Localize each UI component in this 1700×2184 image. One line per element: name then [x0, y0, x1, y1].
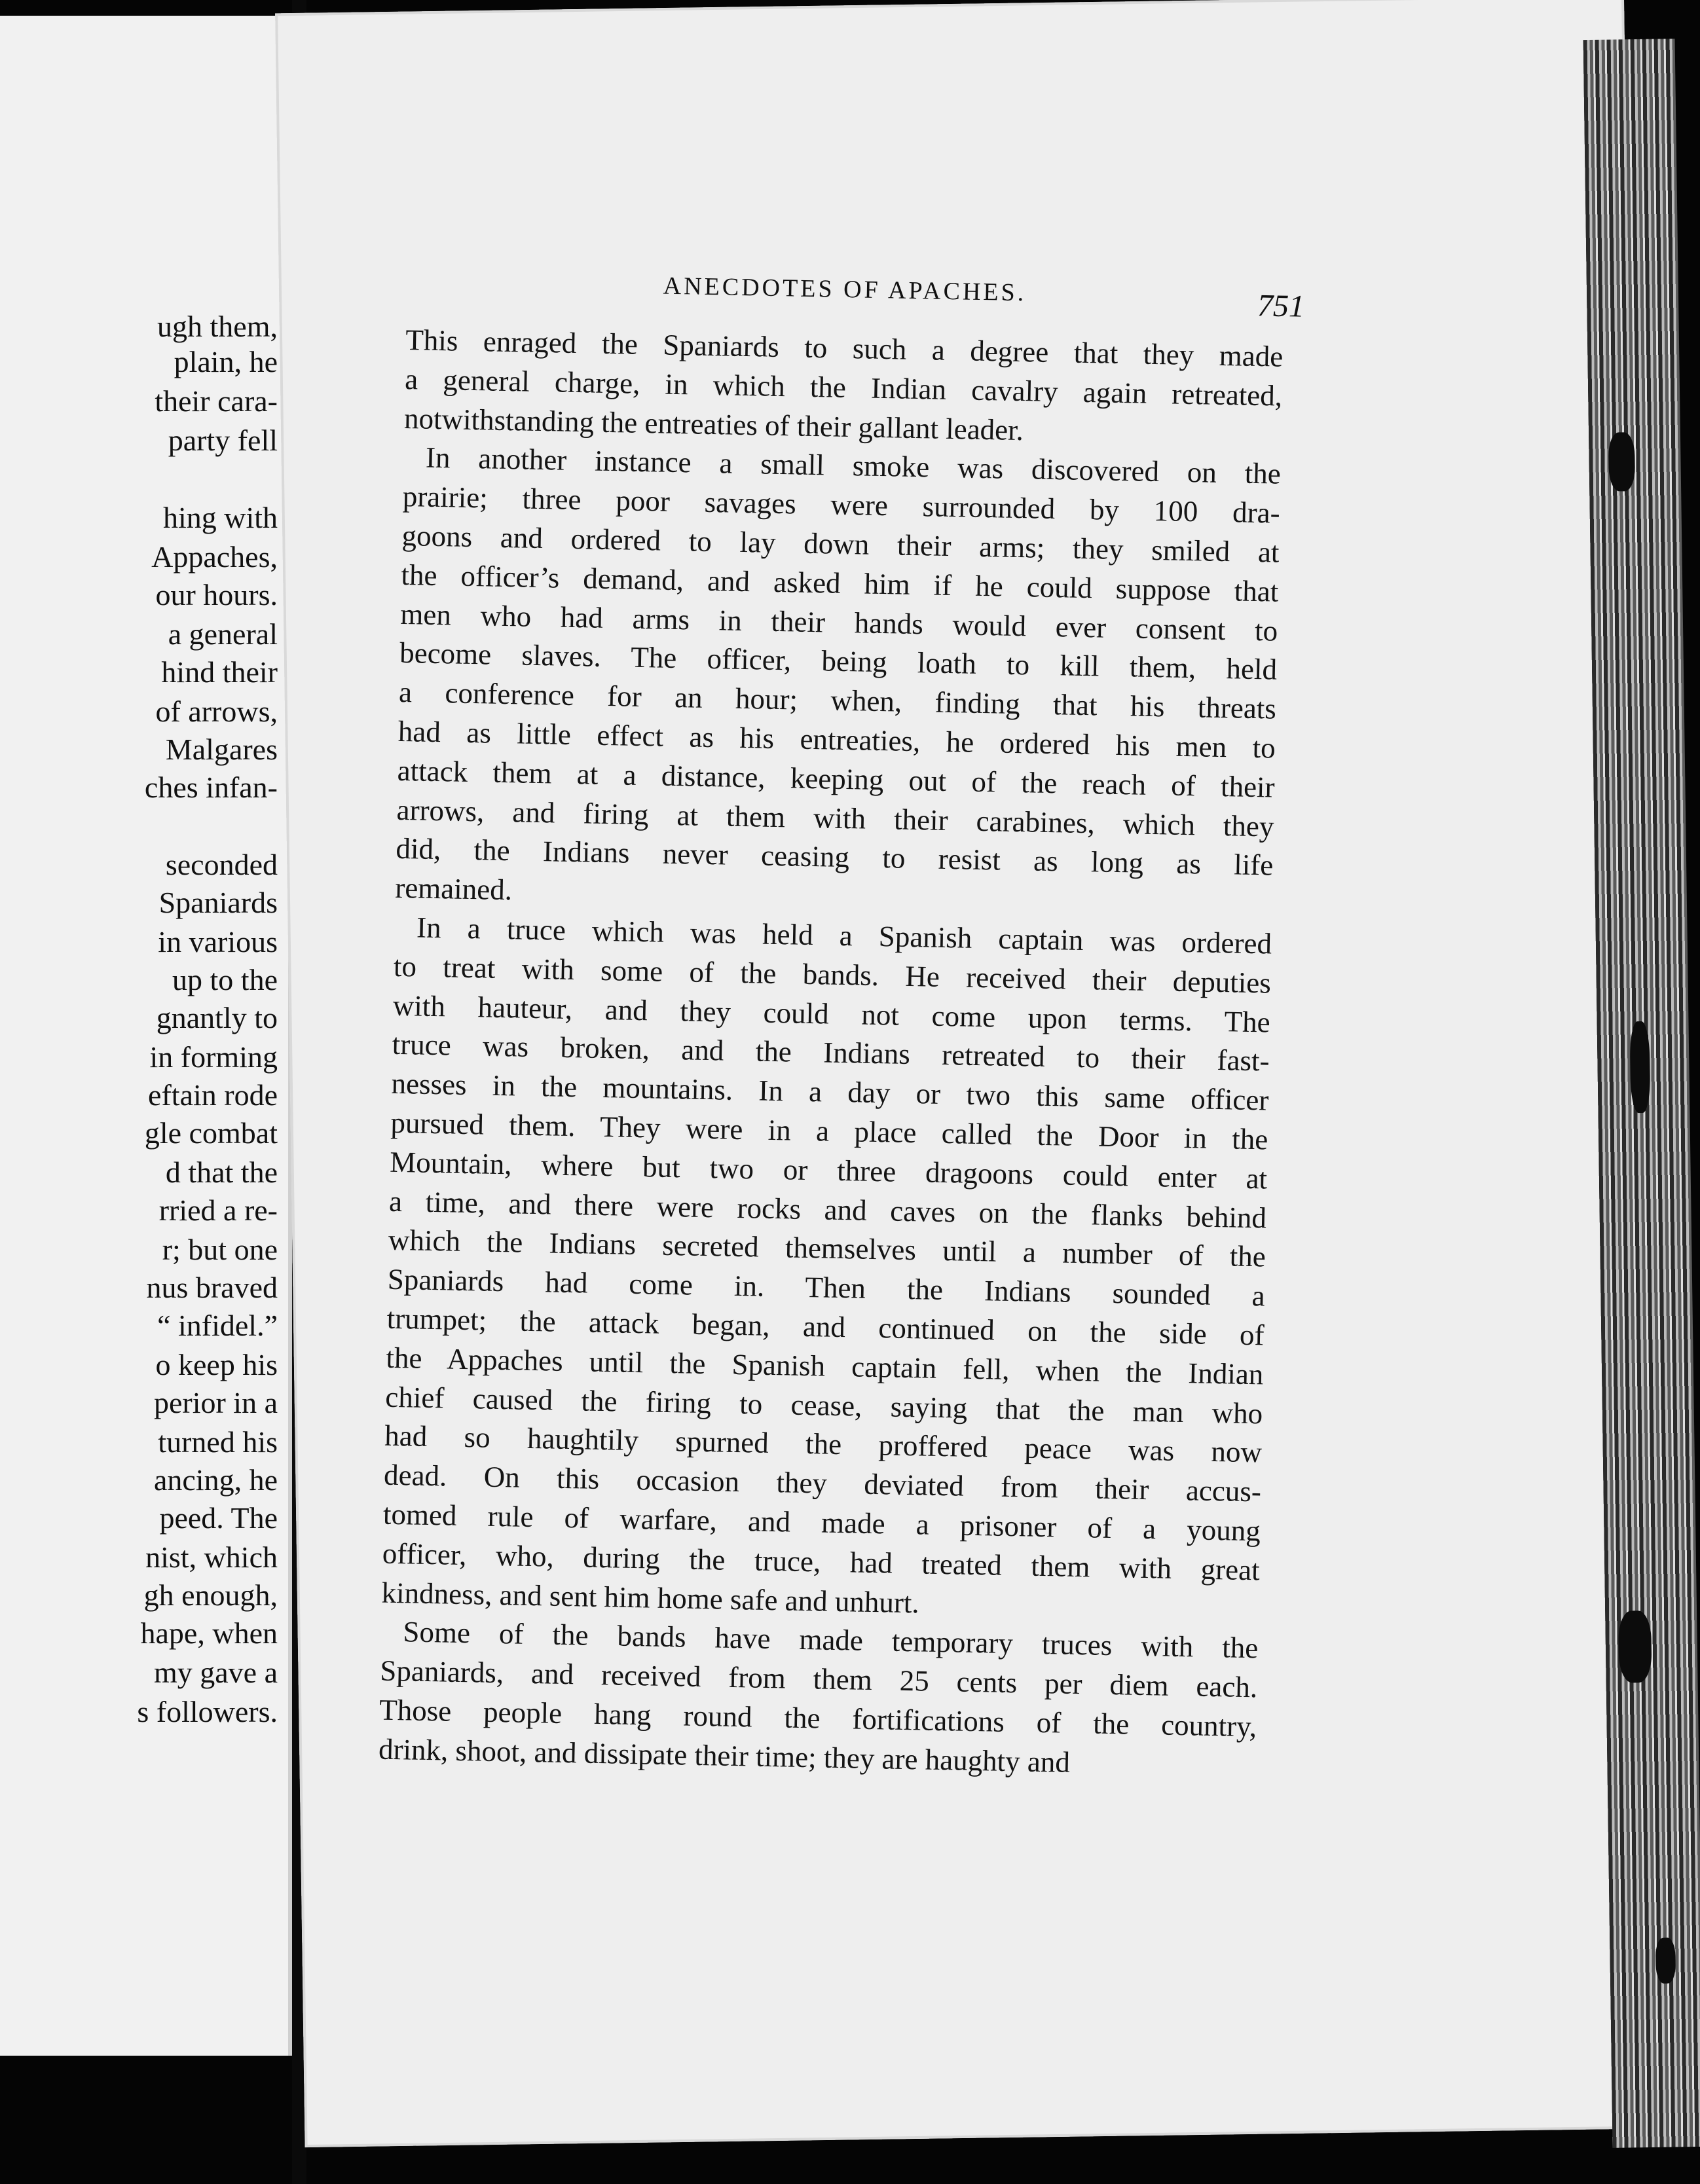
edge-stain	[1618, 1611, 1652, 1683]
left-page-line: seconded	[165, 848, 278, 881]
body-text-line: Spaniards, and received from them 25 cents per diem each.	[379, 1654, 1258, 1704]
body-text-line: notwithstanding the entreaties of their gallant leader.	[403, 401, 1024, 446]
body-text-line: the Appaches until the Spanish captain fell, when the Indian	[386, 1341, 1264, 1391]
left-page-line: of arrows,	[155, 695, 278, 728]
left-page-line: Appaches,	[151, 540, 278, 573]
left-page-line: turned his	[158, 1425, 278, 1459]
left-page-line: in forming	[149, 1040, 278, 1074]
body-text-line: trumpet; the attack began, and continued on the side of	[386, 1301, 1265, 1352]
body-text-line: men who had arms in their hands would ever consent to	[399, 597, 1278, 647]
body-text-line: truce was broken, and the Indians retreated to their fast-	[392, 1028, 1270, 1078]
body-text	[379, 321, 1284, 1786]
edge-stain	[1629, 1021, 1650, 1113]
body-text-line: officer, who, during the truce, had treated them with great	[382, 1537, 1261, 1587]
body-text-line: Some of the bands have made temporary truces with the	[403, 1615, 1259, 1665]
left-page-line: rried a re-	[158, 1193, 278, 1227]
body-text-line: pursued them. They were in a place called the Door in the	[390, 1106, 1268, 1156]
body-text-line: Spaniards had come in. Then the Indians sounded a	[387, 1262, 1266, 1313]
left-page-line: gnantly to	[156, 1001, 278, 1034]
left-page-line: eftain rode	[148, 1078, 278, 1112]
body-text-line: drink, shoot, and dissipate their time; they are haughty and	[378, 1732, 1071, 1779]
left-page-line: ugh them,	[157, 310, 278, 343]
body-text-line: prairie; three poor savages were surrounded by 100 dra-	[402, 480, 1281, 530]
body-text-line: Those people hang round the fortifications of the country,	[379, 1693, 1257, 1743]
left-page-line: Spaniards	[158, 886, 278, 919]
left-page-line: r; but one	[162, 1233, 278, 1266]
body-text-line: remained.	[394, 871, 513, 907]
body-text-line: In another instance a small smoke was discovered on the	[425, 441, 1282, 491]
left-page-line: nist, which	[145, 1540, 278, 1574]
left-page-line: hing with	[162, 501, 278, 534]
left-page-line: hind their	[161, 655, 278, 689]
body-text-line: did, the Indians never ceasing to resist as long as life	[396, 832, 1274, 882]
body-text-line: a time, and there were rocks and caves on the flanks behind	[388, 1184, 1267, 1235]
edge-stain	[1655, 1937, 1676, 1983]
left-page-line: in various	[158, 925, 278, 958]
left-page-line: gle combat	[144, 1116, 278, 1150]
edge-stain	[1608, 432, 1635, 492]
body-text-line: Mountain, where but two or three dragoons could enter at	[389, 1145, 1268, 1195]
body-text-line: tomed rule of warfare, and made a prisoner of a young	[382, 1497, 1261, 1548]
left-page-line: a general	[168, 617, 278, 651]
left-page-line: our hours.	[155, 578, 278, 611]
left-page-line: gh enough,	[143, 1578, 278, 1612]
left-page-line: o keep his	[155, 1348, 278, 1381]
left-facing-page	[0, 16, 292, 2056]
left-page-line: plain, he	[174, 345, 278, 378]
left-page-line: ches infan-	[144, 771, 278, 804]
body-text-line: attack them at a distance, keeping out of the reach of their	[397, 754, 1276, 804]
left-page-line: perior in a	[153, 1386, 278, 1419]
left-page-line: their cara-	[155, 384, 278, 418]
body-text-line: which the Indians secreted themselves until a number of the	[388, 1224, 1266, 1273]
left-page-line: Malgares	[165, 733, 278, 766]
body-text-line: a general charge, in which the Indian cavalry again retreated,	[404, 362, 1283, 412]
body-text-line: kindness, and sent him home safe and unhurt.	[381, 1576, 920, 1619]
body-text-line: arrows, and firing at them with their carabines, which they	[396, 793, 1274, 843]
left-page-line: peed. The	[159, 1501, 278, 1535]
left-page-line: ancing, he	[153, 1463, 278, 1497]
body-text-line: This enraged the Spaniards to such a degree that they made	[405, 323, 1284, 373]
body-text-line: had as little effect as his entreaties, he ordered his men to	[397, 714, 1276, 765]
left-page-line: s followers.	[137, 1695, 278, 1728]
left-page-line: “ infidel.”	[157, 1309, 278, 1342]
left-page-line: nus braved	[146, 1271, 278, 1304]
body-text-line: had so haughtily spurned the proffered peace was now	[384, 1419, 1263, 1469]
body-text-line: In a truce which was held a Spanish captain was ordered	[416, 911, 1272, 960]
body-text-line: with hauteur, and they could not come upon terms. The	[392, 989, 1271, 1039]
body-text-line: chief caused the firing to cease, saying that the man who	[384, 1380, 1263, 1430]
page-number: 751	[1257, 288, 1305, 324]
body-text-line: to treat with some of the bands. He received their deputies	[393, 949, 1272, 1000]
left-page-line: my gave a	[153, 1656, 278, 1689]
body-text-line: nesses in the mountains. In a day or two this same officer	[391, 1066, 1269, 1117]
left-page-line: d that the	[165, 1156, 278, 1189]
body-text-line: dead. On this occasion they deviated from their accus-	[383, 1458, 1262, 1508]
body-text-line: goons and ordered to lay down their arms; they smiled at	[401, 519, 1280, 569]
left-page-line: party fell	[168, 424, 278, 457]
left-page-line: hape, when	[140, 1616, 278, 1650]
left-page-line: up to the	[172, 963, 278, 996]
body-text-line: the officer’s demand, and asked him if he could suppose that	[401, 558, 1279, 608]
body-text-line: become slaves. The officer, being loath to kill them, held	[399, 636, 1278, 687]
body-text-line: a conference for an hour; when, finding that his threats	[398, 676, 1277, 725]
running-head: ANECDOTES OF APACHES.	[663, 272, 1027, 307]
